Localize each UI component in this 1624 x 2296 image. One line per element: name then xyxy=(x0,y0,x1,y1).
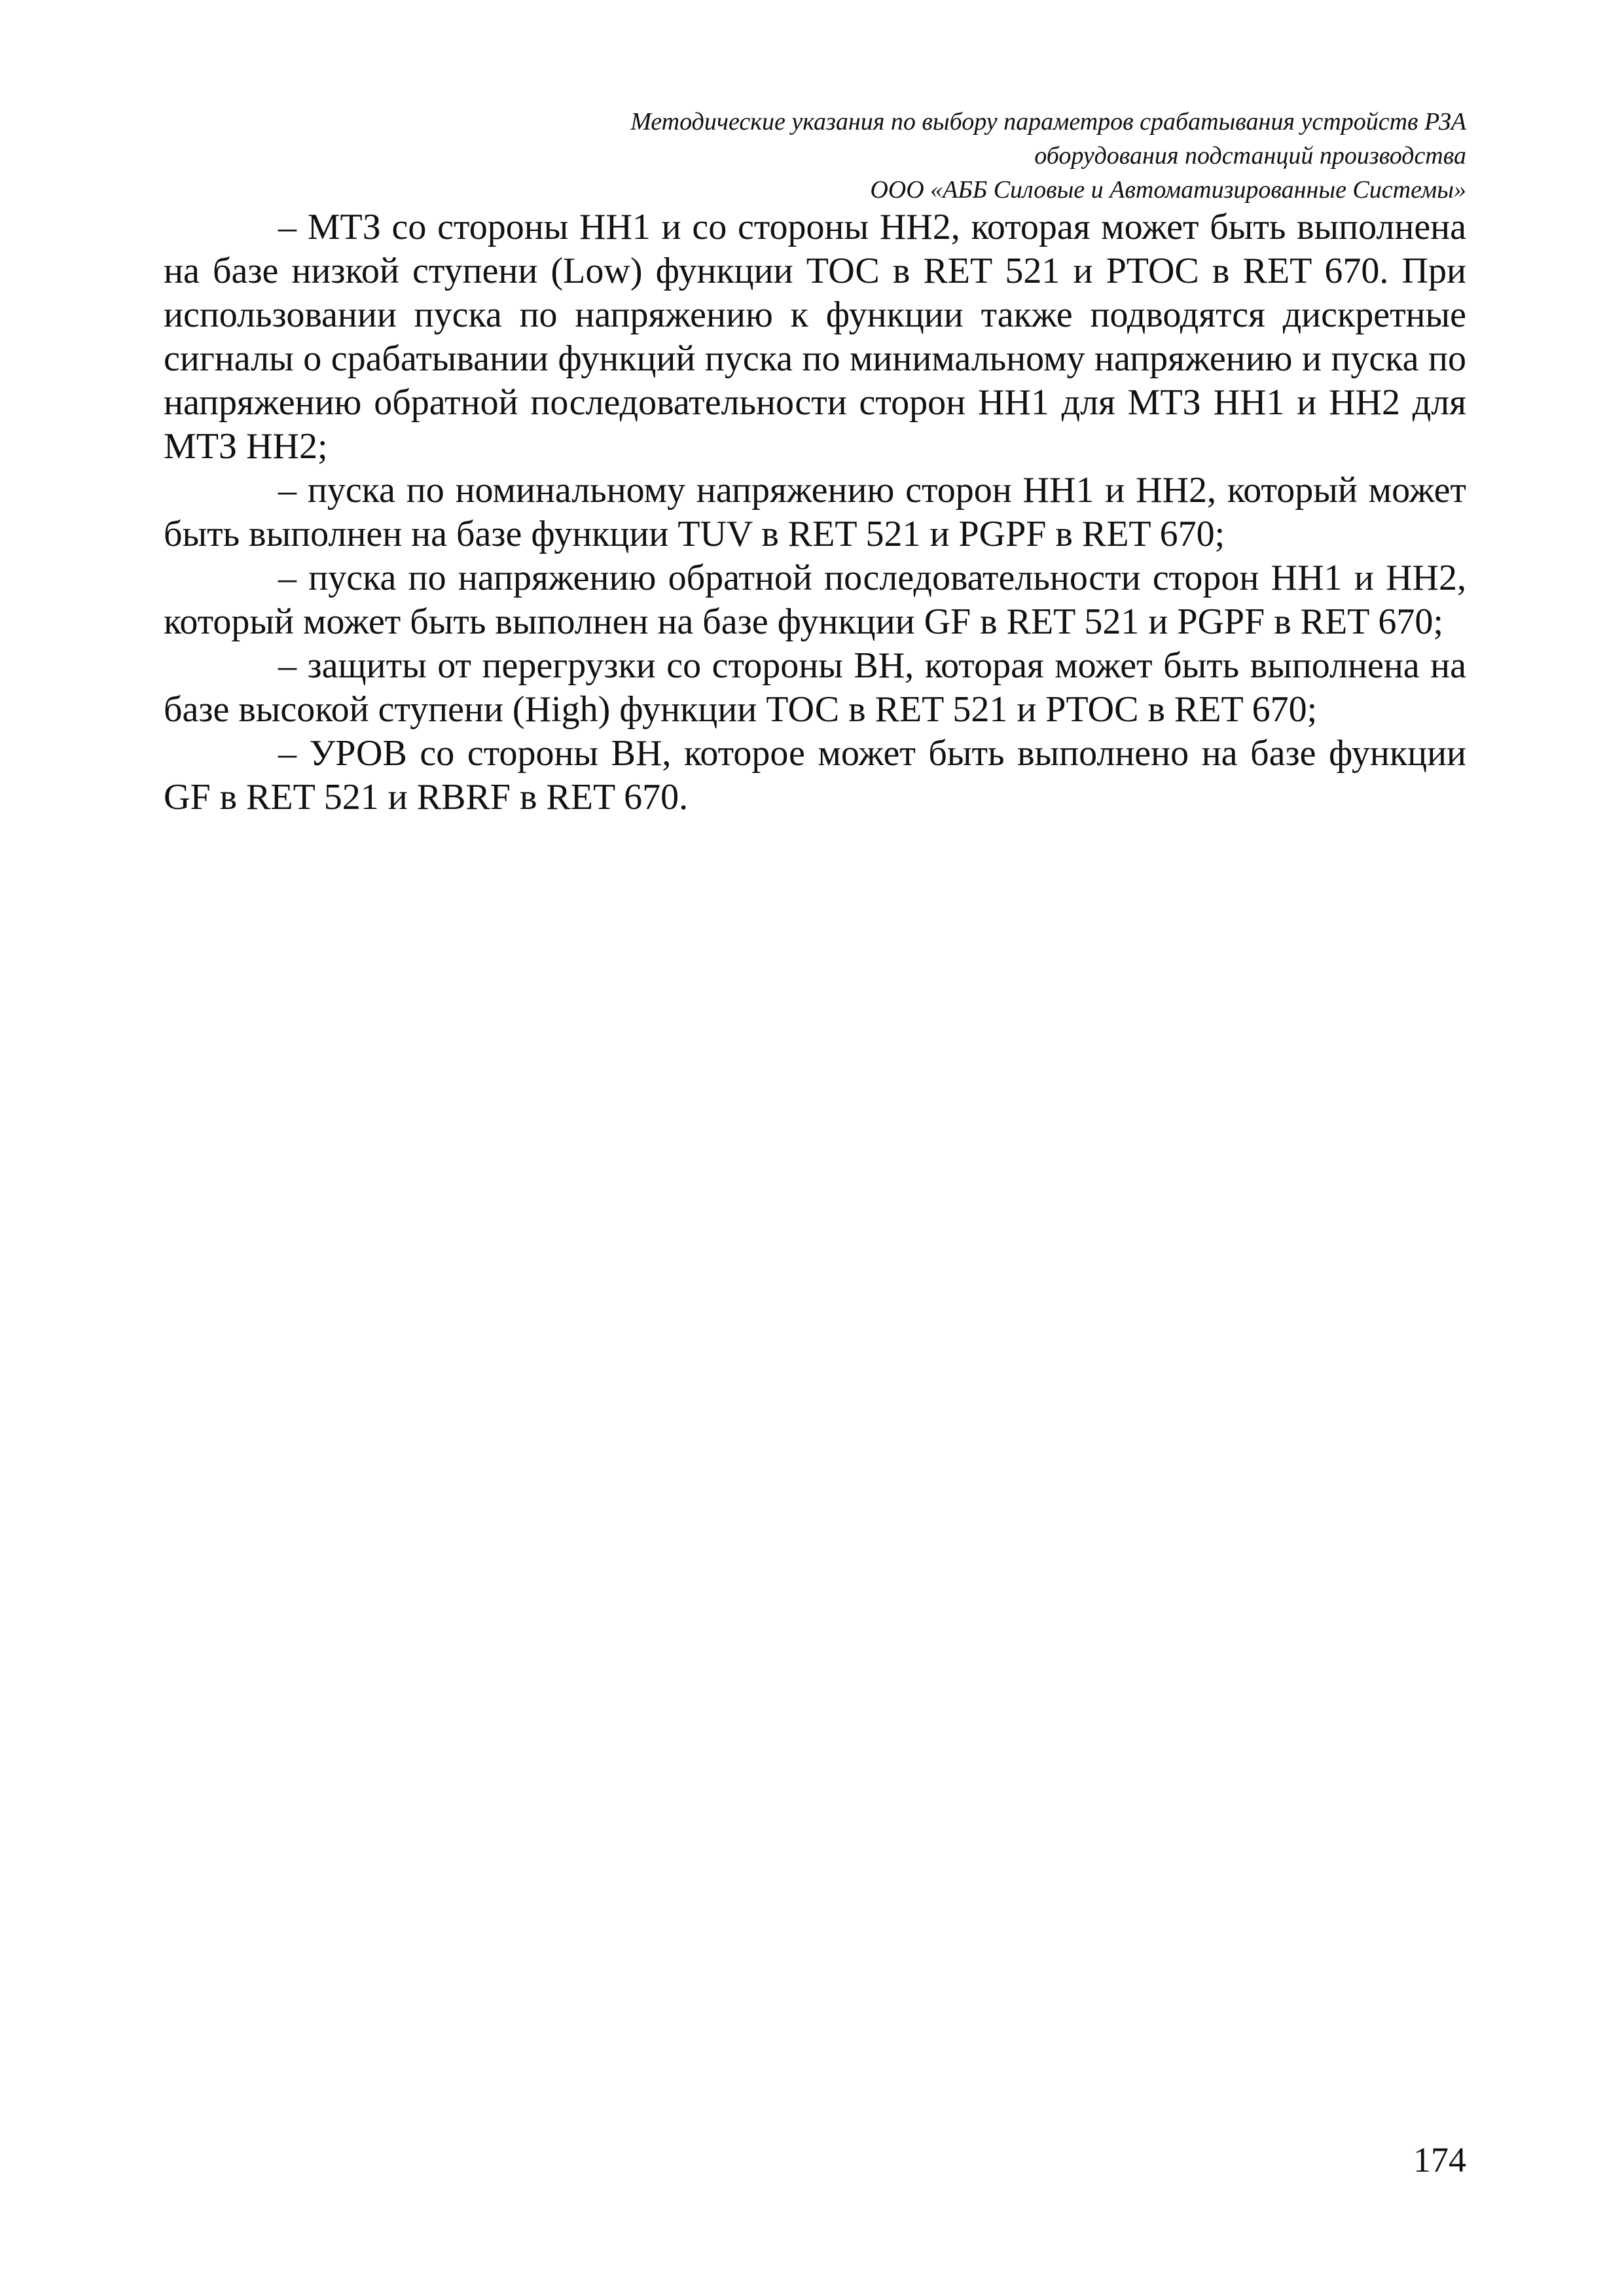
list-item-paragraph: – УРОВ со стороны ВН, которое может быть выполнено на базе функции GF в RET 521 и RBRF в RET 670. xyxy=(164,733,1466,817)
list-item-paragraph: – пуска по напряжению обратной последовательности сторон НН1 и НН2, который может быть выполнен на базе функции GF в RET 521 и PGPF в RET 670; xyxy=(164,558,1466,642)
header-line-3: ООО «АББ Силовые и Автоматизированные Системы» xyxy=(870,176,1466,204)
header-line-2: оборудования подстанций производства xyxy=(1034,142,1466,170)
list-item-paragraph: – защиты от перегрузки со стороны ВН, которая может быть выполнена на базе высокой ступени (High) функции ТОС в RET 521 и PTOC в RET 670; xyxy=(164,645,1466,730)
page-number: 174 xyxy=(1413,2140,1466,2179)
body-text xyxy=(164,206,1466,819)
header-line-1: Методические указания по выбору параметров срабатывания устройств РЗА xyxy=(630,108,1466,135)
list-item-paragraph: – пуска по номинальному напряжению сторон НН1 и НН2, который может быть выполнен на базе функции TUV в RET 521 и PGPF в RET 670; xyxy=(164,470,1466,554)
running-header xyxy=(164,105,1466,207)
list-item-paragraph: – МТЗ со стороны НН1 и со стороны НН2, которая может быть выполнена на базе низкой ступени (Low) функции ТОС в RET 521 и PTOC в RET 670. При использовании пуска по напряжению к функции также подводятся дискретные сигналы о срабатывании функций пуска по минимальному напряжению и пуска по напряжению обратной последовательности сторон НН1 для МТЗ НН1 и НН2 для МТЗ НН2; xyxy=(164,207,1466,467)
